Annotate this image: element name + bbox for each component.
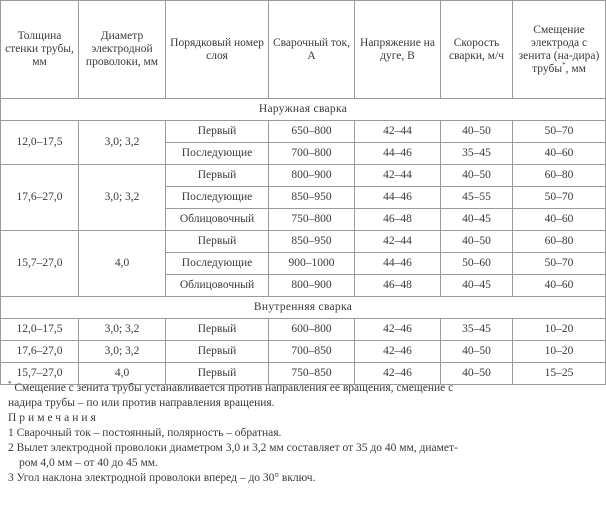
section-inner-title: Внутренняя сварка (1, 297, 606, 319)
cell-current: 750–850 (269, 363, 355, 385)
cell-layer: Облицовочный (166, 209, 269, 231)
table-row (1, 341, 606, 363)
cell-voltage: 42–44 (355, 165, 441, 187)
cell-speed: 50–60 (441, 253, 513, 275)
cell-offset: 10–20 (513, 319, 606, 341)
cell-voltage: 46–48 (355, 275, 441, 297)
cell-current: 850–950 (269, 187, 355, 209)
header-offset-unit: , мм (565, 62, 586, 75)
footnote-line-2: надира трубы – по или против направления вращения. (8, 397, 275, 409)
note-2: 2 Вылет электродной проволоки диаметром 3,0 и 3,2 мм составляет от 35 до 40 мм, диамет- (8, 442, 458, 454)
cell-speed: 40–50 (441, 231, 513, 253)
cell-thickness: 17,6–27,0 (1, 341, 79, 363)
cell-voltage: 44–46 (355, 253, 441, 275)
table-row (1, 121, 606, 143)
cell-diameter: 3,0; 3,2 (79, 319, 166, 341)
cell-layer: Последующие (166, 143, 269, 165)
footnote (8, 381, 602, 396)
cell-diameter: 3,0; 3,2 (79, 341, 166, 363)
cell-thickness: 15,7–27,0 (1, 363, 79, 385)
cell-speed: 45–55 (441, 187, 513, 209)
cell-current: 800–900 (269, 275, 355, 297)
cell-current: 900–1000 (269, 253, 355, 275)
footnote-mark: * (8, 380, 12, 389)
header-offset (513, 1, 606, 99)
cell-speed: 40–50 (441, 341, 513, 363)
cell-diameter: 4,0 (79, 363, 166, 385)
cell-current: 650–800 (269, 121, 355, 143)
header-layer: Порядковый номер слоя (166, 1, 269, 99)
cell-speed: 40–50 (441, 165, 513, 187)
cell-offset: 50–70 (513, 121, 606, 143)
table-row (1, 165, 606, 187)
header-row (1, 1, 606, 99)
cell-voltage: 44–46 (355, 143, 441, 165)
header-thickness: Толщина стенки трубы, мм (1, 1, 79, 99)
cell-offset: 40–60 (513, 209, 606, 231)
header-current: Сварочный ток, А (269, 1, 355, 99)
note-2-continuation: ром 4,0 мм – от 40 до 45 мм. (19, 457, 158, 469)
header-voltage: Напряжение на дуге, В (355, 1, 441, 99)
section-outer-title: Наружная сварка (1, 99, 606, 121)
cell-offset: 15–25 (513, 363, 606, 385)
cell-layer: Первый (166, 231, 269, 253)
cell-diameter: 3,0; 3,2 (79, 121, 166, 165)
cell-current: 700–800 (269, 143, 355, 165)
cell-offset: 50–70 (513, 187, 606, 209)
header-speed: Скорость сварки, м/ч (441, 1, 513, 99)
cell-speed: 40–45 (441, 209, 513, 231)
cell-offset: 60–80 (513, 231, 606, 253)
table-row (1, 231, 606, 253)
cell-voltage: 42–46 (355, 319, 441, 341)
table-row (1, 319, 606, 341)
section-row-outer (1, 99, 606, 121)
cell-diameter: 3,0; 3,2 (79, 165, 166, 231)
cell-thickness: 15,7–27,0 (1, 231, 79, 297)
cell-offset: 40–60 (513, 143, 606, 165)
cell-voltage: 42–44 (355, 231, 441, 253)
cell-offset: 40–60 (513, 275, 606, 297)
cell-layer: Первый (166, 165, 269, 187)
cell-layer: Последующие (166, 187, 269, 209)
cell-layer: Последующие (166, 253, 269, 275)
cell-layer: Первый (166, 363, 269, 385)
cell-offset: 60–80 (513, 165, 606, 187)
note-1: 1 Сварочный ток – постоянный, полярность – обратная. (8, 427, 282, 439)
cell-current: 850–950 (269, 231, 355, 253)
cell-offset: 50–70 (513, 253, 606, 275)
notes-title: Примечания (8, 412, 99, 424)
cell-voltage: 44–46 (355, 187, 441, 209)
cell-layer: Первый (166, 341, 269, 363)
footnote-line-1: Смещение с зенита трубы устанавливается против направления ее вращения, смещение с (11, 382, 454, 394)
cell-diameter: 4,0 (79, 231, 166, 297)
cell-thickness: 17,6–27,0 (1, 165, 79, 231)
cell-speed: 40–45 (441, 275, 513, 297)
cell-current: 600–800 (269, 319, 355, 341)
notes-block (8, 381, 602, 486)
header-offset-mark: * (562, 60, 566, 69)
cell-speed: 40–50 (441, 121, 513, 143)
cell-current: 700–850 (269, 341, 355, 363)
cell-layer: Первый (166, 319, 269, 341)
section-row-inner (1, 297, 606, 319)
cell-layer: Облицовочный (166, 275, 269, 297)
cell-speed: 35–45 (441, 143, 513, 165)
cell-thickness: 12,0–17,5 (1, 319, 79, 341)
cell-voltage: 42–44 (355, 121, 441, 143)
cell-thickness: 12,0–17,5 (1, 121, 79, 165)
cell-layer: Первый (166, 121, 269, 143)
cell-voltage: 42–46 (355, 363, 441, 385)
cell-offset: 10–20 (513, 341, 606, 363)
cell-voltage: 46–48 (355, 209, 441, 231)
cell-speed: 35–45 (441, 319, 513, 341)
header-offset-text: Смещение электрода с зенита (на-дира) трубы (518, 23, 600, 75)
header-diameter: Диаметр электродной проволоки, мм (79, 1, 166, 99)
cell-current: 800–900 (269, 165, 355, 187)
cell-voltage: 42–46 (355, 341, 441, 363)
cell-current: 750–800 (269, 209, 355, 231)
cell-speed: 40–50 (441, 363, 513, 385)
note-3: 3 Угол наклона электродной проволоки вперед – до 30° включ. (8, 472, 316, 484)
